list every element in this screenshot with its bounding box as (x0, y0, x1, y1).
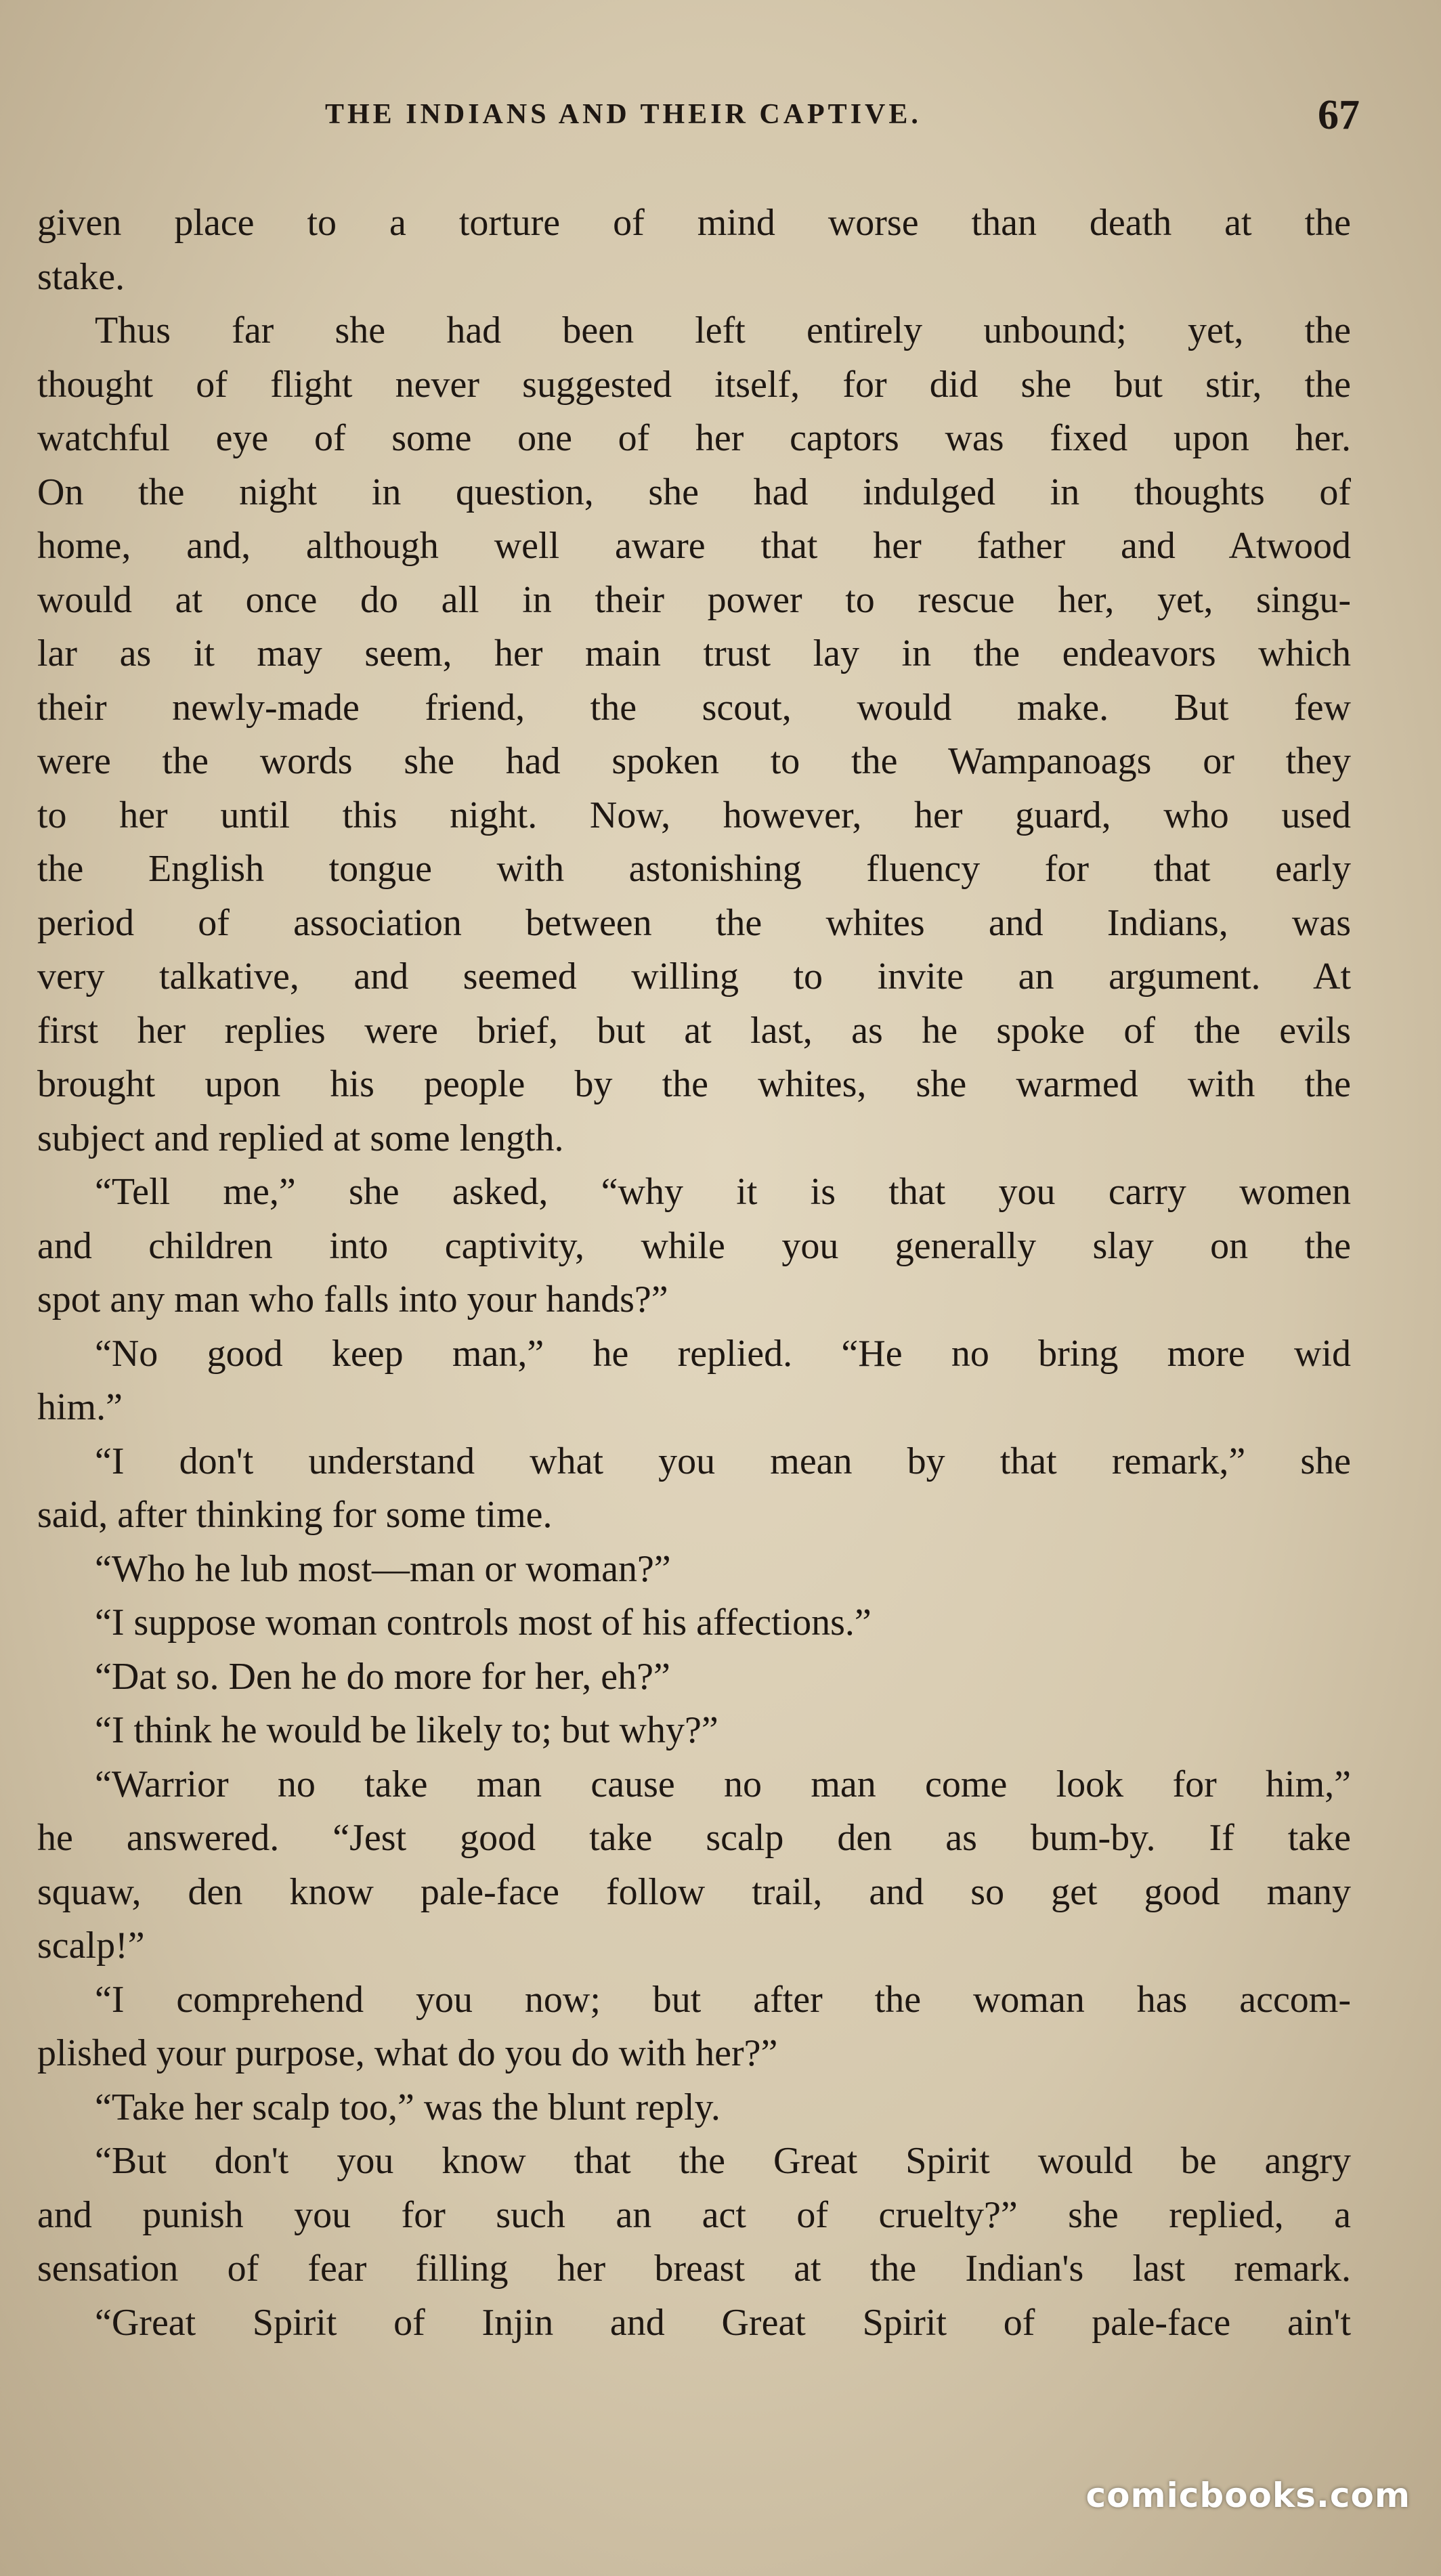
running-head: THE INDIANS AND THEIR CAPTIVE. (325, 99, 922, 130)
text-line: watchful eye of some one of her captors was fixed upon her. (37, 417, 1351, 459)
watermark: comicbooks.com (1085, 2476, 1411, 2515)
text-line: were the words she had spoken to the Wampanoags or they (37, 740, 1351, 782)
page-number: 67 (1318, 92, 1360, 138)
text-line: subject and replied at some length. (37, 1117, 564, 1159)
text-line: “I comprehend you now; but after the woman has accom- (95, 1978, 1351, 2021)
text-line: period of association between the whites and Indians, was (37, 901, 1351, 944)
text-line: very talkative, and seemed willing to invite an argument. At (37, 956, 1351, 997)
text-line: brought upon his people by the whites, she warmed with the (37, 1063, 1351, 1105)
text-line: stake. (37, 255, 125, 298)
text-line: would at once do all in their power to rescue her, yet, singu- (37, 578, 1351, 621)
text-line: home, and, although well aware that her father and Atwood (37, 525, 1351, 567)
text-line: “But don't you know that the Great Spirit would be angry (95, 2140, 1351, 2182)
text-line: “Warrior no take man cause no man come look for him,” (95, 1763, 1351, 1805)
text-line: he answered. “Jest good take scalp den as bum-by. If take (37, 1817, 1351, 1859)
text-line: “Dat so. Den he do more for her, eh?” (95, 1655, 670, 1698)
text-line: “I suppose woman controls most of his affections.” (95, 1602, 872, 1644)
text-line: to her until this night. Now, however, her guard, who used (37, 794, 1351, 836)
text-line: On the night in question, she had indulged in thoughts of (37, 471, 1351, 513)
text-line: Thus far she had been left entirely unbound; yet, the (95, 309, 1351, 351)
text-line: “I think he would be likely to; but why?” (95, 1709, 718, 1751)
text-line: “Take her scalp too,” was the blunt reply. (95, 2086, 720, 2128)
text-line: and punish you for such an act of cruelty?” she replied, a (37, 2193, 1351, 2236)
text-line: “Great Spirit of Injin and Great Spirit of pale-face ain't (95, 2301, 1351, 2344)
page-header (0, 91, 1441, 146)
text-line: given place to a torture of mind worse than death at the (37, 202, 1351, 244)
text-line: him.” (37, 1386, 123, 1428)
text-line: “I don't understand what you mean by that remark,” she (95, 1440, 1351, 1482)
text-line: plished your purpose, what do you do with her?” (37, 2032, 778, 2074)
text-line: thought of flight never suggested itself, for did she but stir, the (37, 363, 1351, 406)
text-line: “Who he lub most—man or woman?” (95, 1547, 671, 1590)
text-line: their newly-made friend, the scout, would make. But few (37, 686, 1351, 729)
text-line: first her replies were brief, but at last, as he spoke of the evils (37, 1009, 1351, 1052)
text-line: squaw, den know pale-face follow trail, and so get good many (37, 1870, 1351, 1913)
text-line: the English tongue with astonishing fluency for that early (37, 848, 1351, 890)
text-line: and children into captivity, while you generally slay on the (37, 1224, 1351, 1267)
text-line: “Tell me,” she asked, “why it is that you carry women (95, 1171, 1351, 1213)
text-line: lar as it may seem, her main trust lay in the endeavors which (37, 632, 1351, 674)
text-line: scalp!” (37, 1925, 145, 1967)
text-line: “No good keep man,” he replied. “He no bring more wid (95, 1332, 1351, 1375)
text-line: said, after thinking for some time. (37, 1494, 553, 1536)
text-line: sensation of fear filling her breast at the Indian's last remark. (37, 2248, 1351, 2290)
text-line: spot any man who falls into your hands?” (37, 1279, 668, 1321)
body-text (37, 196, 1351, 2350)
